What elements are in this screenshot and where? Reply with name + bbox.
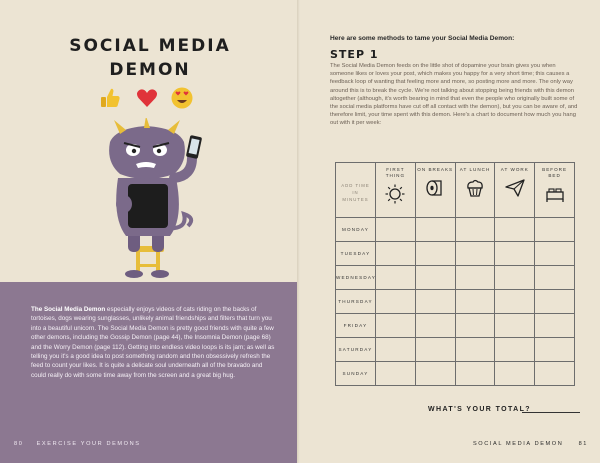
time-entry-cell[interactable] — [455, 338, 495, 362]
table-row — [336, 290, 575, 314]
left-page-number: 80 — [14, 441, 24, 447]
table-row — [336, 242, 575, 266]
time-entry-cell[interactable] — [495, 242, 535, 266]
emoji-row — [98, 86, 208, 114]
time-entry-cell[interactable] — [376, 266, 416, 290]
page-title — [40, 34, 260, 82]
time-entry-cell[interactable] — [376, 290, 416, 314]
total-answer-line[interactable] — [522, 412, 580, 413]
day-label: SATURDAY — [336, 338, 376, 362]
time-entry-cell[interactable] — [455, 266, 495, 290]
time-entry-cell[interactable] — [535, 314, 575, 338]
time-entry-cell[interactable] — [376, 314, 416, 338]
heart-icon — [136, 88, 158, 108]
time-entry-cell[interactable] — [415, 242, 455, 266]
day-label: MONDAY — [336, 218, 376, 242]
left-running-head: EXERCISE YOUR DEMONS — [36, 441, 141, 447]
time-entry-cell[interactable] — [455, 362, 495, 386]
time-entry-cell[interactable] — [495, 290, 535, 314]
demon-description-text: especially enjoys videos of cats riding on the backs of tortoises, dogs wearing sunglasses, unlikely animal friendships and filters that turn you into a beautiful unicorn. The Social Media Demon is pretty good friends with quite a few other demons, including the Gossip Demon (page 44), the Insomnia Demon (page 68) and the Worry Demon (page 112). Getting into endless video loops is its jam; as well as telling you it's a good idea to post something random and then obsessively refresh the feed to count your likes. It is quite a delicate soul underneath all of the bravado and could really do with some time away from the screen and a great big hug. — [31, 306, 275, 379]
title-line-1: SOCIAL MEDIA — [69, 36, 231, 56]
thumbs-up-icon — [98, 86, 122, 110]
time-entry-cell[interactable] — [415, 314, 455, 338]
table-row — [336, 266, 575, 290]
time-entry-cell[interactable] — [535, 290, 575, 314]
time-entry-cell[interactable] — [535, 266, 575, 290]
table-row — [336, 218, 575, 242]
time-entry-cell[interactable] — [415, 290, 455, 314]
demon-description — [31, 305, 275, 380]
time-entry-cell[interactable] — [376, 338, 416, 362]
time-entry-cell[interactable] — [535, 218, 575, 242]
table-row — [336, 338, 575, 362]
right-footer — [473, 441, 588, 447]
time-entry-cell[interactable] — [415, 266, 455, 290]
time-entry-cell[interactable] — [495, 266, 535, 290]
column-label: AT WORK — [500, 167, 529, 172]
column-header-at-lunch — [455, 163, 495, 218]
time-entry-cell[interactable] — [455, 218, 495, 242]
table-row — [336, 362, 575, 386]
time-entry-cell[interactable] — [376, 362, 416, 386]
time-entry-cell[interactable] — [455, 290, 495, 314]
time-entry-cell[interactable] — [415, 362, 455, 386]
time-table — [335, 162, 575, 386]
time-entry-cell[interactable] — [455, 314, 495, 338]
step-body-text: The Social Media Demon feeds on the little shot of dopamine your brain gives you when someone likes or loves your post, which makes you happy for a very short time; this causes a feedback loop of wanting that feeling more and more, so posting more and more. The only way around this is to break the cycle. We're not talking about stopping being friends with this demon altogether (although, it's worth bearing in mind that even the people who originally built some of the social media platforms have cut off all contact with the demon), but you can be aware of, and therefore limit, your time spent with this demon. Here's a chart to document how much you hang out with it per week: — [330, 63, 578, 127]
bed-icon — [545, 184, 565, 204]
right-page-number: 81 — [578, 441, 588, 447]
column-label: BEFORE BED — [542, 167, 568, 178]
table-header-row — [336, 163, 575, 218]
right-running-head: SOCIAL MEDIA DEMON — [472, 441, 564, 447]
day-label: THURSDAY — [336, 290, 376, 314]
column-header-on-breaks — [415, 163, 455, 218]
total-label: WHAT'S YOUR TOTAL? — [428, 406, 531, 413]
day-label: FRIDAY — [336, 314, 376, 338]
step-heading: STEP 1 — [330, 48, 379, 61]
column-header-at-work — [495, 163, 535, 218]
column-label: AT LUNCH — [459, 167, 491, 172]
time-entry-cell[interactable] — [495, 362, 535, 386]
time-entry-cell[interactable] — [535, 242, 575, 266]
heart-eyes-emoji-icon — [170, 86, 194, 110]
time-entry-cell[interactable] — [376, 242, 416, 266]
left-page — [0, 0, 298, 463]
column-header-first-thing — [376, 163, 416, 218]
time-entry-cell[interactable] — [455, 242, 495, 266]
corner-label: ADD TIME IN MINUTES — [336, 163, 376, 218]
methods-intro: Here are some methods to tame your Social Media Demon: — [330, 35, 515, 42]
table-row — [336, 314, 575, 338]
column-label: ON BREAKS — [417, 167, 454, 172]
title-line-2: DEMON — [109, 60, 191, 80]
time-entry-cell[interactable] — [376, 218, 416, 242]
time-entry-cell[interactable] — [495, 218, 535, 242]
right-page — [300, 0, 600, 463]
day-label: WEDNESDAY — [336, 266, 376, 290]
paper-plane-icon — [505, 178, 525, 198]
day-label: SUNDAY — [336, 362, 376, 386]
time-entry-cell[interactable] — [495, 314, 535, 338]
time-entry-cell[interactable] — [535, 362, 575, 386]
column-label: FIRST THING — [385, 167, 406, 178]
time-entry-cell[interactable] — [495, 338, 535, 362]
day-label: TUESDAY — [336, 242, 376, 266]
social-media-demon-illustration — [88, 118, 208, 278]
time-entry-cell[interactable] — [415, 218, 455, 242]
demon-name: The Social Media Demon — [31, 306, 106, 313]
time-entry-cell[interactable] — [415, 338, 455, 362]
column-header-before-bed — [535, 163, 575, 218]
left-footer — [14, 441, 141, 447]
time-entry-cell[interactable] — [535, 338, 575, 362]
sun-icon — [385, 184, 405, 204]
cupcake-icon — [465, 178, 485, 198]
time-tracking-chart — [335, 162, 575, 386]
toilet-paper-icon — [425, 178, 445, 198]
